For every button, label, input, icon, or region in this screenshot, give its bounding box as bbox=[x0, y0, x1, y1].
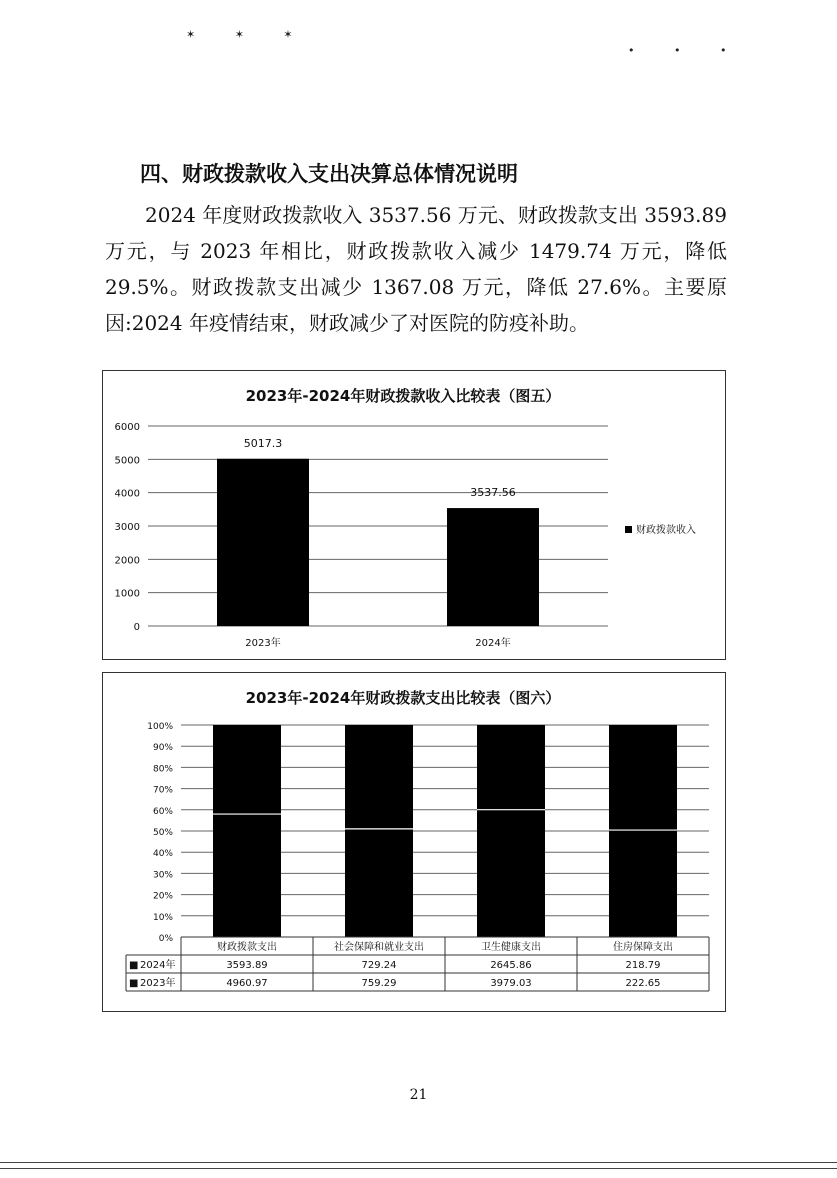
y-tick-label: 5000 bbox=[114, 455, 140, 467]
bottom-rule-1 bbox=[0, 1162, 837, 1163]
x-tick-label: 2023年 bbox=[245, 638, 281, 649]
table-legend-marker: ■ bbox=[129, 960, 139, 971]
chart-title: 2023年-2024年财政拨款收入比较表（图五） bbox=[245, 387, 561, 405]
scan-mark-top-left: ✶ ✶ ✶ bbox=[186, 28, 311, 41]
table-cell-2024: 3593.89 bbox=[226, 960, 268, 971]
income-chart bbox=[102, 370, 726, 660]
table-cell-2023: 4960.97 bbox=[226, 978, 268, 989]
y-tick-label: 10% bbox=[152, 912, 173, 923]
bar-segment-2024 bbox=[609, 725, 677, 830]
bar-segment-2023 bbox=[345, 829, 413, 937]
table-header-cell: 卫生健康支出 bbox=[481, 942, 541, 953]
table-header-cell: 住房保障支出 bbox=[613, 942, 673, 953]
bar bbox=[217, 459, 309, 626]
income-chart-svg bbox=[103, 371, 724, 658]
y-tick-label: 0 bbox=[133, 622, 140, 633]
table-row-label-2023: 2023年 bbox=[140, 978, 176, 989]
table-header-cell: 财政拨款支出 bbox=[217, 942, 277, 953]
table-cell-2024: 218.79 bbox=[625, 960, 661, 971]
y-tick-label: 0% bbox=[158, 934, 173, 944]
table-cell-2023: 759.29 bbox=[361, 978, 397, 989]
table-header-cell: 社会保障和就业支出 bbox=[334, 942, 424, 953]
y-tick-label: 2000 bbox=[114, 555, 140, 567]
expenditure-chart bbox=[102, 672, 726, 1012]
table-cell-2024: 2645.86 bbox=[490, 960, 532, 971]
y-tick-label: 100% bbox=[147, 722, 173, 732]
y-tick-label: 3000 bbox=[114, 522, 140, 533]
y-tick-label: 6000 bbox=[114, 422, 140, 433]
bar bbox=[447, 508, 539, 626]
table-cell-2023: 3979.03 bbox=[490, 978, 532, 989]
y-tick-label: 60% bbox=[152, 806, 173, 817]
body-paragraph-text: 2024 年度财政拨款收入 3537.56 万元、财政拨款支出 3593.89 万元，与 2023 年相比，财政拨款收入减少 1479.74 万元，降低 29.5%。财政拨款支出减少 1367.08 万元，降低 27.6%。主要原因:2024 年疫情结束，财政减少了对医院的防疫补助。 bbox=[105, 203, 727, 335]
page-number: 21 bbox=[409, 1087, 428, 1103]
legend-swatch bbox=[625, 526, 632, 533]
bar-segment-2024 bbox=[477, 725, 545, 810]
legend-label: 财政拨款收入 bbox=[636, 525, 696, 536]
body-paragraph bbox=[105, 197, 727, 341]
y-tick-label: 30% bbox=[152, 870, 173, 881]
table-cell-2023: 222.65 bbox=[625, 978, 661, 989]
chart-title: 2023年-2024年财政拨款支出比较表（图六） bbox=[245, 689, 561, 707]
x-tick-label: 2024年 bbox=[475, 638, 511, 649]
bar-segment-2024 bbox=[213, 725, 281, 814]
y-tick-label: 40% bbox=[152, 849, 173, 860]
y-tick-label: 4000 bbox=[114, 488, 140, 500]
y-tick-label: 70% bbox=[152, 785, 173, 796]
y-tick-label: 50% bbox=[152, 828, 173, 838]
bar-segment-2023 bbox=[213, 814, 281, 937]
expenditure-chart-svg bbox=[103, 673, 724, 1010]
bottom-rule-2 bbox=[0, 1168, 837, 1169]
table-row-label-2024: 2024年 bbox=[140, 960, 176, 971]
data-label: 3537.56 bbox=[470, 486, 516, 500]
y-tick-label: 1000 bbox=[114, 588, 140, 600]
bar-segment-2024 bbox=[345, 725, 413, 829]
section-heading: 四、财政拨款收入支出决算总体情况说明 bbox=[140, 162, 518, 186]
y-tick-label: 80% bbox=[152, 764, 173, 775]
table-legend-marker: ■ bbox=[129, 978, 139, 989]
y-tick-label: 20% bbox=[152, 891, 173, 902]
bar-segment-2023 bbox=[609, 830, 677, 937]
table-cell-2024: 729.24 bbox=[361, 960, 397, 971]
bar-segment-2023 bbox=[477, 810, 545, 937]
data-label: 5017.3 bbox=[243, 436, 283, 450]
scan-mark-top-right: • • • bbox=[628, 44, 745, 57]
y-tick-label: 90% bbox=[152, 743, 173, 754]
